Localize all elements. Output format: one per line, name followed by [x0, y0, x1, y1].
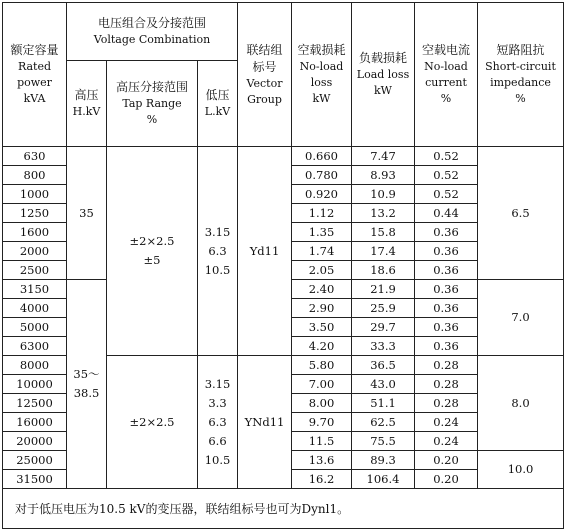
- header-impedance-zh: 短路阻抗: [496, 43, 545, 57]
- cell-load-loss: 106.4: [352, 470, 415, 489]
- cell-no-load-current: 0.36: [415, 318, 478, 337]
- header-load-loss: [352, 3, 415, 147]
- cell-capacity: 20000: [3, 432, 67, 451]
- cell-load-loss: 25.9: [352, 299, 415, 318]
- cell-load-loss: 21.9: [352, 280, 415, 299]
- header-load-loss-zh: 负载损耗: [358, 51, 407, 65]
- cell-no-load-loss: 11.5: [292, 432, 352, 451]
- cell-no-load-loss: 5.80: [292, 356, 352, 375]
- header-impedance: [478, 3, 564, 147]
- cell-impedance-group4: 10.0: [478, 451, 564, 489]
- header-lv: [198, 61, 238, 147]
- cell-capacity: 12500: [3, 394, 67, 413]
- cell-no-load-current: 0.36: [415, 223, 478, 242]
- header-vector-zh: 联结组 标号: [246, 42, 283, 74]
- table-row: [3, 147, 564, 166]
- header-voltage-combination: [67, 3, 238, 61]
- cell-hv-group2: 35～ 38.5: [67, 280, 107, 489]
- header-no-load-loss-en: No-load loss kW: [299, 60, 344, 105]
- cell-load-loss: 43.0: [352, 375, 415, 394]
- cell-no-load-loss: 8.00: [292, 394, 352, 413]
- cell-load-loss: 18.6: [352, 261, 415, 280]
- header-capacity-en: Rated power kVA: [17, 60, 52, 105]
- cell-capacity: 25000: [3, 451, 67, 470]
- cell-capacity: 5000: [3, 318, 67, 337]
- cell-no-load-loss: 1.35: [292, 223, 352, 242]
- header-tap-range: [107, 61, 198, 147]
- cell-impedance-group2: 7.0: [478, 280, 564, 356]
- cell-lv-group2: 3.15 3.3 6.3 6.6 10.5: [198, 356, 238, 489]
- cell-capacity: 1000: [3, 185, 67, 204]
- cell-no-load-current: 0.36: [415, 261, 478, 280]
- cell-load-loss: 51.1: [352, 394, 415, 413]
- header-no-load-current-zh: 空载电流: [421, 43, 470, 57]
- header-no-load-current-en: No-load current %: [424, 60, 468, 105]
- cell-capacity: 6300: [3, 337, 67, 356]
- cell-capacity: 3150: [3, 280, 67, 299]
- cell-no-load-loss: 1.12: [292, 204, 352, 223]
- header-load-loss-en: Load loss kW: [356, 68, 410, 97]
- cell-load-loss: 29.7: [352, 318, 415, 337]
- header-capacity-zh: 额定容量: [10, 43, 59, 57]
- cell-no-load-loss: 0.660: [292, 147, 352, 166]
- transformer-spec-table: [2, 2, 564, 520]
- cell-capacity: 630: [3, 147, 67, 166]
- cell-vector-group2: YNd11: [238, 356, 292, 489]
- cell-capacity: 4000: [3, 299, 67, 318]
- cell-tap-group1: ±2×2.5 ±5: [107, 147, 198, 356]
- cell-load-loss: 62.5: [352, 413, 415, 432]
- cell-load-loss: 7.47: [352, 147, 415, 166]
- cell-no-load-current: 0.24: [415, 413, 478, 432]
- cell-no-load-current: 0.20: [415, 451, 478, 470]
- cell-capacity: 2000: [3, 242, 67, 261]
- header-voltage-en: Voltage Combination: [93, 33, 211, 46]
- cell-no-load-current: 0.52: [415, 147, 478, 166]
- cell-no-load-current: 0.20: [415, 470, 478, 489]
- cell-capacity: 1600: [3, 223, 67, 242]
- cell-no-load-loss: 4.20: [292, 337, 352, 356]
- cell-impedance-group1: 6.5: [478, 147, 564, 280]
- cell-load-loss: 36.5: [352, 356, 415, 375]
- cell-capacity: 31500: [3, 470, 67, 489]
- cell-no-load-loss: 13.6: [292, 451, 352, 470]
- header-hv-en: H.kV: [72, 105, 101, 118]
- spec-table: [2, 2, 564, 529]
- cell-capacity: 16000: [3, 413, 67, 432]
- header-capacity: [3, 3, 67, 147]
- cell-load-loss: 15.8: [352, 223, 415, 242]
- cell-load-loss: 17.4: [352, 242, 415, 261]
- header-tap-zh: 高压分接范围: [115, 80, 188, 94]
- header-no-load-current: [415, 3, 478, 147]
- cell-load-loss: 33.3: [352, 337, 415, 356]
- cell-no-load-current: 0.28: [415, 375, 478, 394]
- header-lv-en: L.kV: [204, 105, 231, 118]
- cell-no-load-current: 0.44: [415, 204, 478, 223]
- header-impedance-en: Short-circuit impedance %: [485, 60, 556, 105]
- cell-no-load-loss: 0.920: [292, 185, 352, 204]
- header-tap-en: Tap Range %: [122, 97, 182, 126]
- cell-load-loss: 13.2: [352, 204, 415, 223]
- cell-no-load-loss: 2.40: [292, 280, 352, 299]
- cell-load-loss: 10.9: [352, 185, 415, 204]
- cell-no-load-loss: 7.00: [292, 375, 352, 394]
- cell-no-load-current: 0.28: [415, 394, 478, 413]
- header-vector-group: [238, 3, 292, 147]
- cell-no-load-loss: 2.05: [292, 261, 352, 280]
- cell-no-load-loss: 16.2: [292, 470, 352, 489]
- cell-capacity: 10000: [3, 375, 67, 394]
- cell-no-load-current: 0.36: [415, 280, 478, 299]
- cell-no-load-current: 0.52: [415, 166, 478, 185]
- cell-load-loss: 75.5: [352, 432, 415, 451]
- cell-no-load-current: 0.28: [415, 356, 478, 375]
- cell-no-load-loss: 2.90: [292, 299, 352, 318]
- cell-lv-group1: 3.15 6.3 10.5: [198, 147, 238, 356]
- cell-capacity: 1250: [3, 204, 67, 223]
- cell-load-loss: 89.3: [352, 451, 415, 470]
- cell-no-load-loss: 9.70: [292, 413, 352, 432]
- cell-no-load-current: 0.24: [415, 432, 478, 451]
- cell-no-load-current: 0.52: [415, 185, 478, 204]
- table-note: 对于低压电压为10.5 kV的变压器，联结组标号也可为Dynl1。: [3, 489, 564, 529]
- header-voltage-zh: 电压组合及分接范围: [97, 16, 206, 30]
- cell-capacity: 8000: [3, 356, 67, 375]
- cell-hv-group1: 35: [67, 147, 107, 280]
- cell-no-load-current: 0.36: [415, 299, 478, 318]
- cell-tap-group2: ±2×2.5: [107, 356, 198, 489]
- cell-no-load-loss: 0.780: [292, 166, 352, 185]
- cell-no-load-loss: 3.50: [292, 318, 352, 337]
- header-vector-en: Vector Group: [246, 76, 283, 106]
- cell-no-load-current: 0.36: [415, 242, 478, 261]
- cell-no-load-loss: 1.74: [292, 242, 352, 261]
- header-hv: [67, 61, 107, 147]
- header-hv-zh: 高压: [74, 88, 99, 102]
- cell-no-load-current: 0.36: [415, 337, 478, 356]
- cell-capacity: 2500: [3, 261, 67, 280]
- cell-load-loss: 8.93: [352, 166, 415, 185]
- header-no-load-loss-zh: 空载损耗: [297, 43, 346, 57]
- cell-vector-group1: Yd11: [238, 147, 292, 356]
- cell-impedance-group3: 8.0: [478, 356, 564, 451]
- header-no-load-loss: [292, 3, 352, 147]
- header-lv-zh: 低压: [205, 88, 230, 102]
- cell-capacity: 800: [3, 166, 67, 185]
